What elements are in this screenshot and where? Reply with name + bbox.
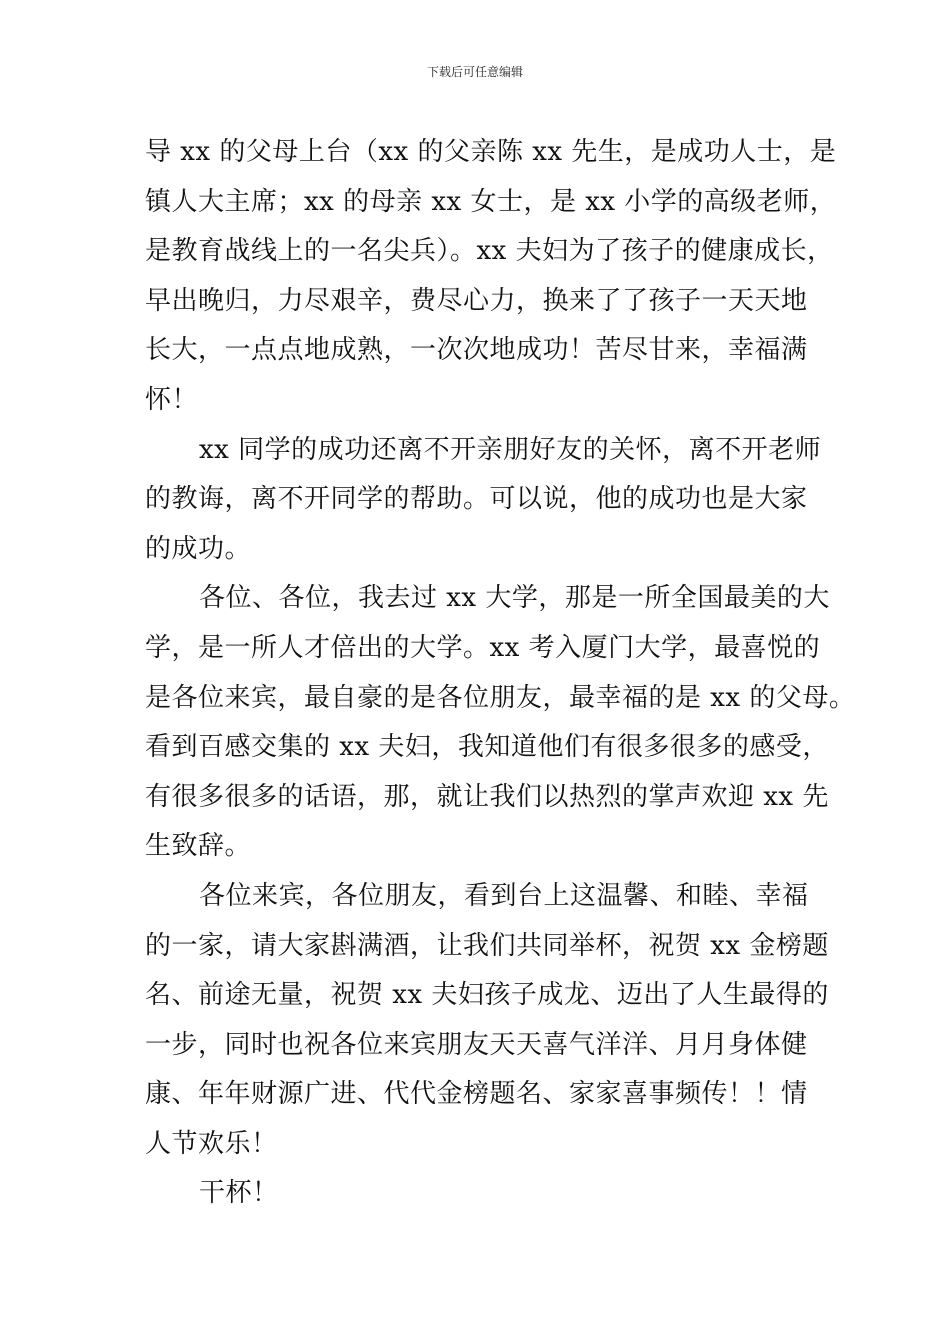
text-line: 一步，同时也祝各位来宾朋友天天喜气洋洋、月月身体健 <box>145 1029 808 1060</box>
text-line: 怀！ <box>145 384 199 415</box>
document-body <box>145 128 856 1219</box>
text-line: 导 xx 的父母上台（xx 的父亲陈 xx 先生，是成功人士，是 <box>145 137 837 167</box>
text-line: 生致辞。 <box>145 831 252 862</box>
text-line: 名、前途无量，祝贺 xx 夫妇孩子成龙、迈出了人生最得的 <box>145 980 829 1011</box>
text-line: 早出晚归，力尽艰辛，费尽心力，换来了了孩子一天天地 <box>145 285 808 316</box>
page-header-note: 下载后可任意编辑 <box>426 65 523 79</box>
text-line: 学，是一所人才倍出的大学。xx 考入厦门大学，最喜悦的 <box>145 632 821 663</box>
text-line: 镇人大主席；xx 的母亲 xx 女士，是 xx 小学的高级老师， <box>145 186 837 217</box>
paragraph-first-line: xx 同学的成功还离不开亲朋好友的关怀，离不开老师 <box>199 434 822 465</box>
text-line: 有很多很多的话语，那，就让我们以热烈的掌声欢迎 xx 先 <box>145 781 829 812</box>
text-line: 长大，一点点地成熟，一次次地成功！苦尽甘来，幸福满 <box>145 335 808 366</box>
text-line: 是教育战线上的一名尖兵）。xx 夫妇为了孩子的健康成长， <box>145 236 834 267</box>
text-line: 是各位来宾，最自豪的是各位朋友，最幸福的是 xx 的父母。 <box>145 682 856 713</box>
text-line: 康、年年财源广进、代代金榜题名、家家喜事频传！！情 <box>145 1079 808 1110</box>
paragraph-first-line: 各位、各位，我去过 xx 大学，那是一所全国最美的大 <box>199 583 830 614</box>
text-line: 看到百感交集的 xx 夫妇，我知道他们有很多很多的感受， <box>145 732 829 763</box>
paragraph-first-line: 干杯！ <box>199 1178 279 1209</box>
text-line: 的成功。 <box>145 533 252 564</box>
text-line: 的教诲，离不开同学的帮助。可以说，他的成功也是大家 <box>145 484 808 515</box>
text-line: 的一家，请大家斟满酒，让我们共同举杯，祝贺 xx 金榜题 <box>145 930 829 961</box>
text-line: 人节欢乐！ <box>145 1128 278 1159</box>
paragraph-first-line: 各位来宾，各位朋友，看到台上这温馨、和睦、幸福 <box>199 880 809 911</box>
